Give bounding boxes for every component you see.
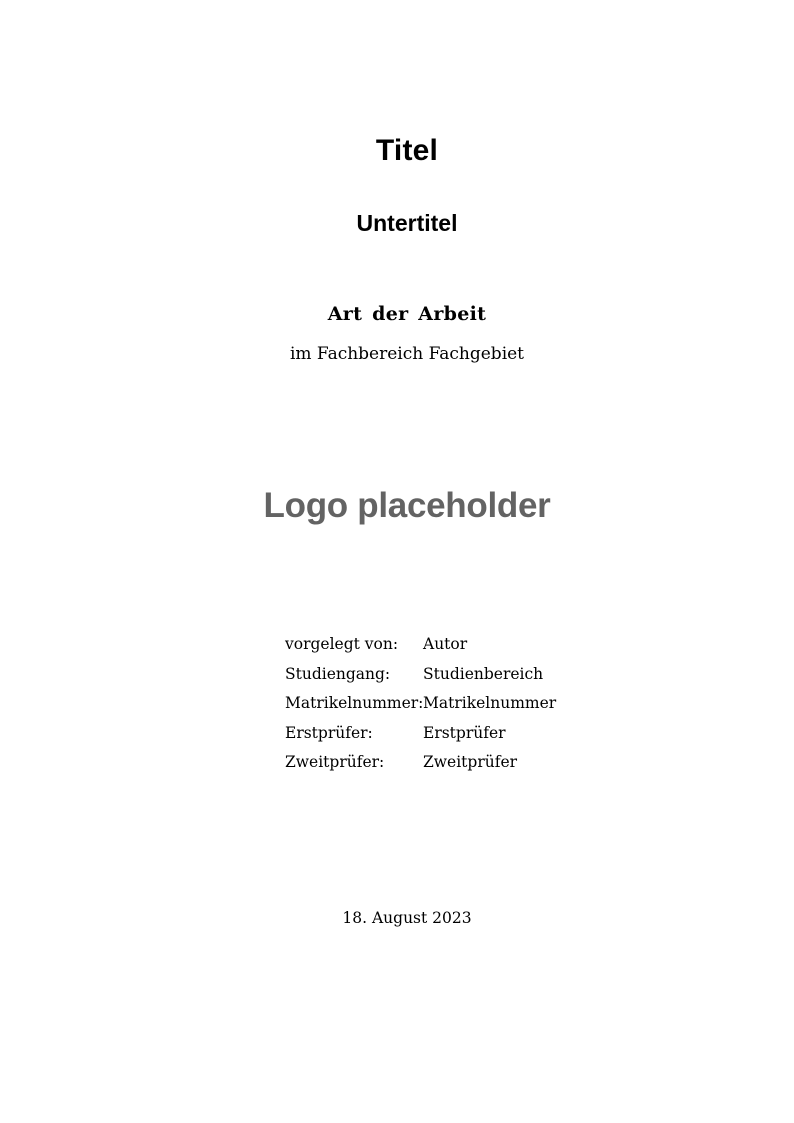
table-row: [285, 696, 556, 726]
work-type-heading: Art der Arbeit: [327, 303, 487, 325]
table-row: [285, 723, 556, 756]
department-line: im Fachbereich Fachgebiet: [289, 344, 525, 364]
second-examiner-value: Zweitprüfer: [423, 753, 518, 771]
submitted-by-label: vorgelegt von:: [285, 635, 399, 653]
study-program-value: Studienbereich: [423, 664, 544, 683]
document-subtitle: Untertitel: [356, 210, 458, 236]
study-program-label: Studiengang:: [285, 664, 391, 683]
second-examiner-label: Zweitprüfer:: [285, 753, 385, 771]
matriculation-number-value: Matrikelnummer: [423, 694, 557, 712]
first-examiner-label: Erstprüfer:: [285, 723, 373, 742]
document-title: Titel: [375, 134, 439, 167]
table-row: [285, 637, 556, 667]
first-examiner-value: Erstprüfer: [423, 723, 506, 742]
author-value: Autor: [423, 635, 468, 653]
text-column: [20, 0, 794, 1123]
table-row: [285, 664, 556, 697]
submission-date: 18. August 2023: [342, 909, 472, 927]
table-row: [285, 755, 556, 785]
submission-details-table: [285, 637, 556, 785]
logo-placeholder-text: Logo placeholder: [263, 486, 551, 525]
matriculation-number-label: Matrikelnummer:: [285, 694, 424, 712]
